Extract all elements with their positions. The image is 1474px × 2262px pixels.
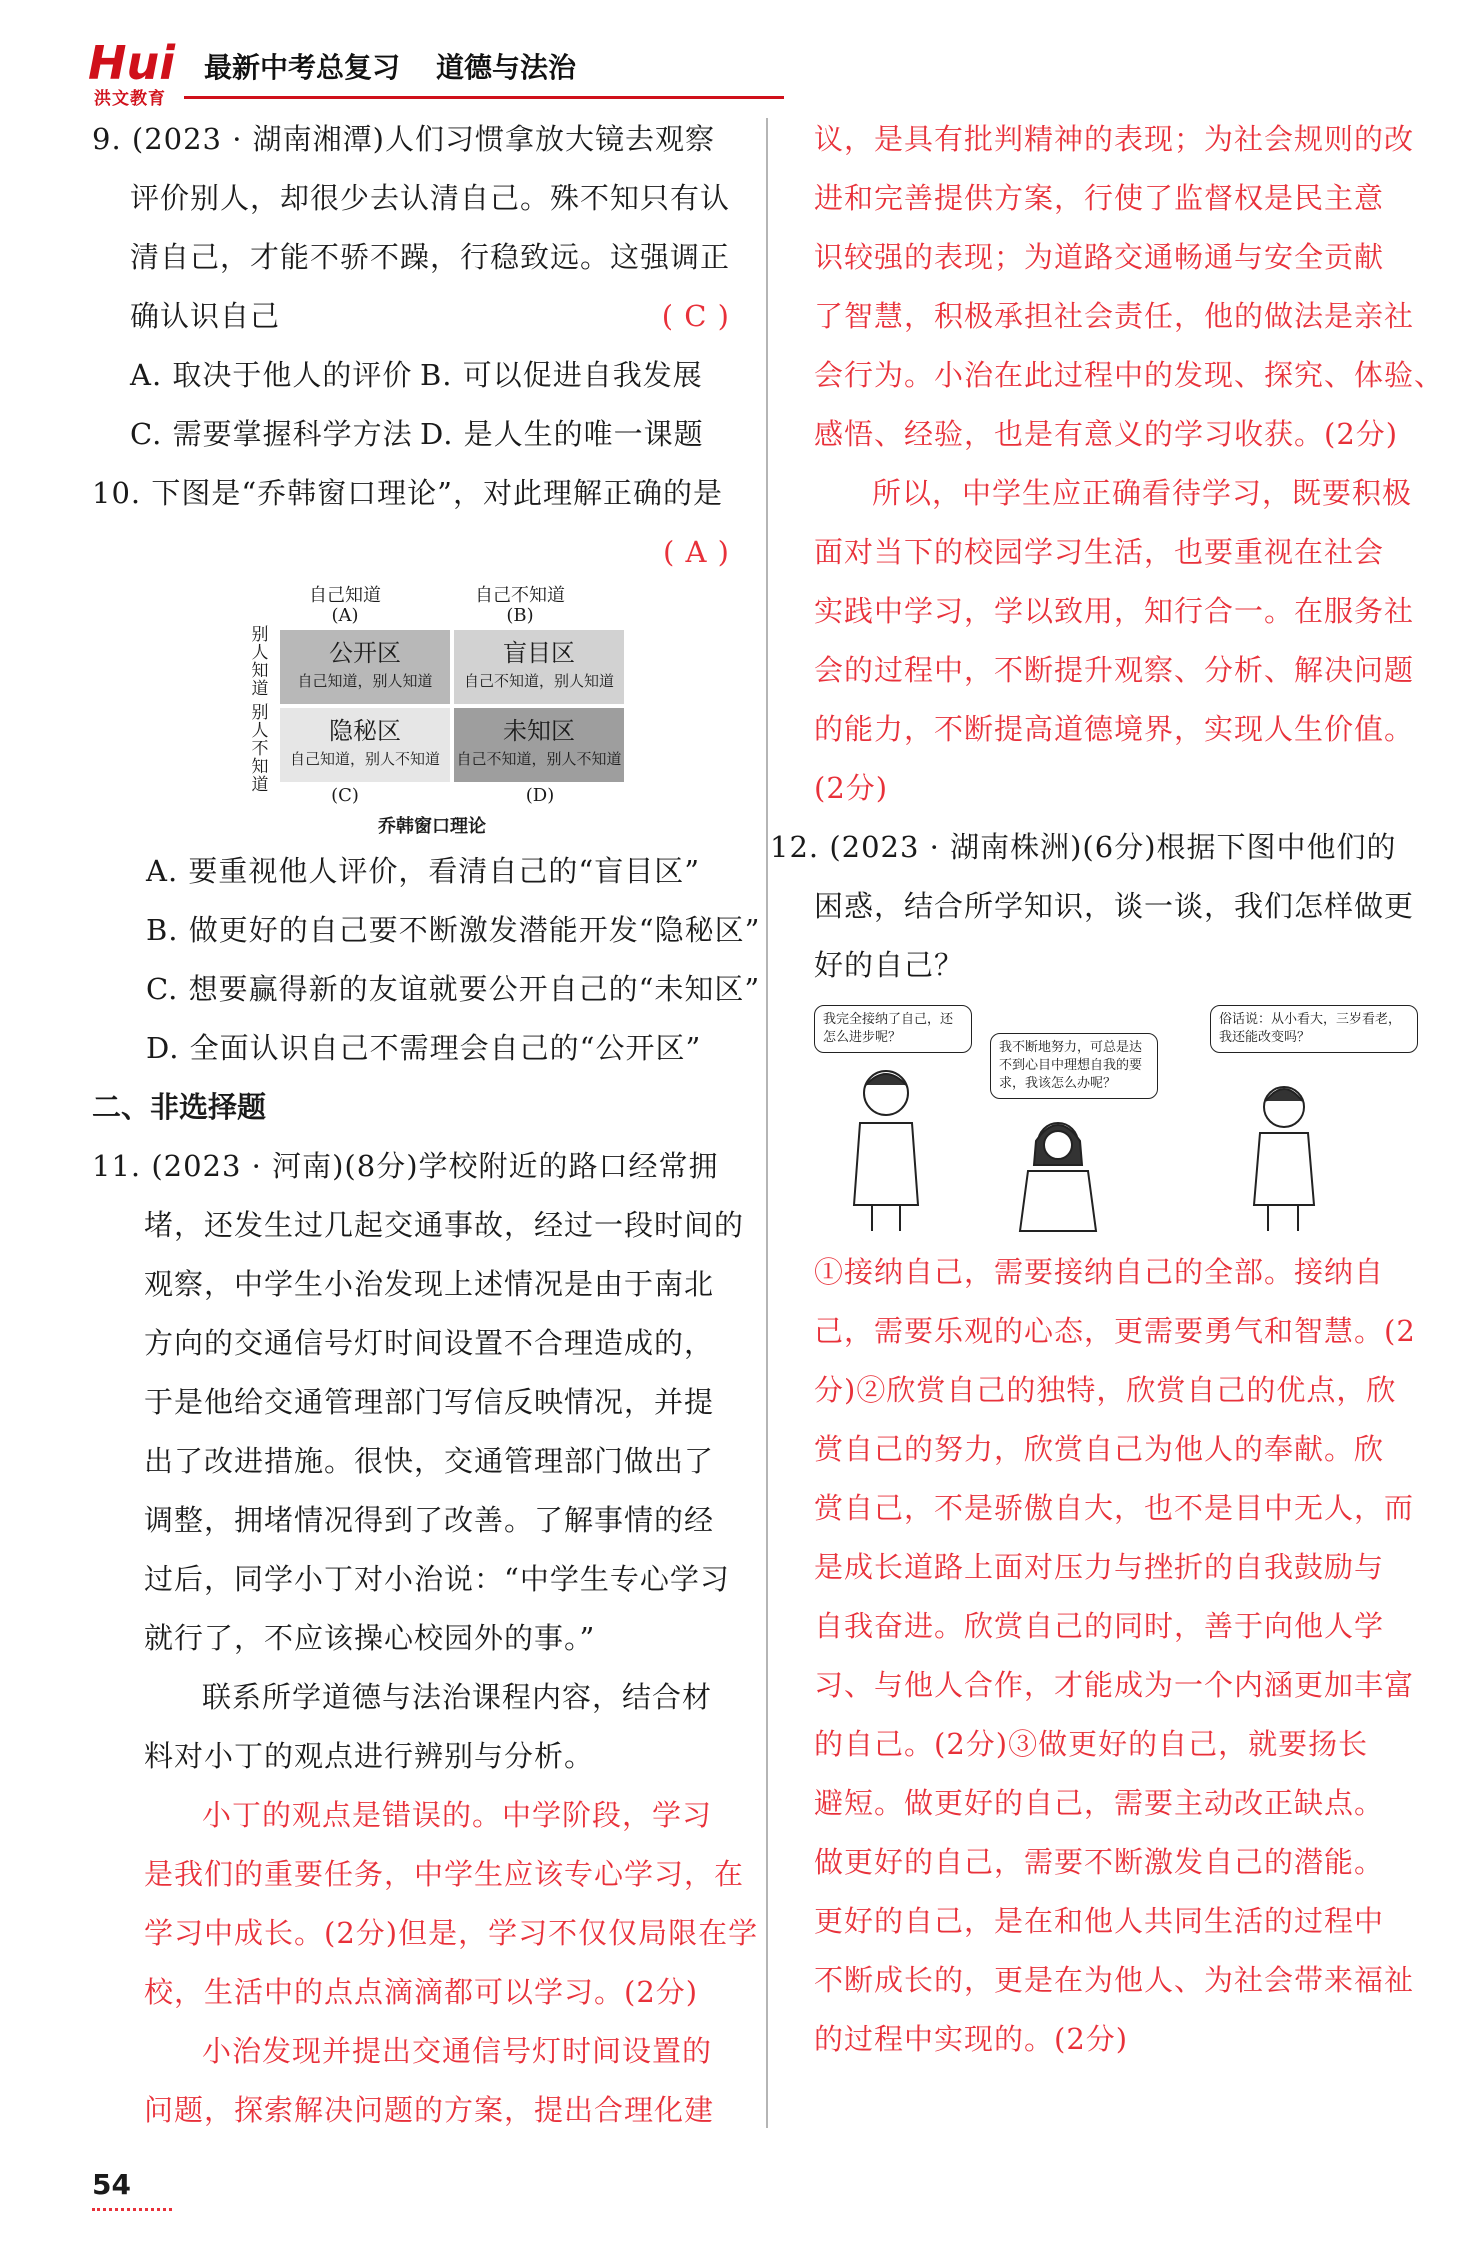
q10-option-d: D. 全面认识自己不需理会自己的“公开区” (146, 1031, 702, 1065)
q12-answer-line: 不断成长的，更是在为他人、为社会带来福祉 (814, 1963, 1415, 1997)
q9-line: 评价别人，却很少去认清自己。殊不知只有认 (130, 181, 731, 215)
q11-answer-line: 感悟、经验，也是有意义的学习收获。(2分) (814, 417, 1399, 451)
q11-answer-line: 面对当下的校园学习生活，也要重视在社会 (814, 535, 1385, 569)
q11-answer-line: 了智慧，积极承担社会责任，他的做法是亲社 (814, 299, 1415, 333)
q11-answer-line: 进和完善提供方案，行使了监督权是民主意 (814, 181, 1385, 215)
question-12 (770, 818, 1416, 2069)
q12-line: 困惑，结合所学知识，谈一谈，我们怎样做更 (814, 889, 1415, 923)
hidden-area: 隐秘区 自己知道，别人不知道 (280, 708, 450, 782)
subject-title: 道德与法治 (436, 51, 577, 84)
q11-line: 于是他给交通管理部门写信反映情况，并提 (144, 1385, 715, 1419)
q12-answer (814, 1243, 1414, 2069)
page-number-underline (92, 2208, 172, 2211)
q11-answer-line: 会的过程中，不断提升观察、分析、解决问题 (814, 653, 1415, 687)
right-column (770, 110, 1445, 2069)
blind-area: 盲目区 自己不知道，别人知道 (454, 630, 624, 704)
q11-line: 方向的交通信号灯时间设置不合理造成的， (144, 1326, 715, 1360)
students-cartoon (814, 1005, 1414, 1235)
q12-answer-line: 做更好的自己，需要不断激发自己的潜能。 (814, 1845, 1385, 1879)
q9-line: 清自己，才能不骄不躁，行稳致远。这强调正 (130, 240, 731, 274)
q11-line: 过后，同学小丁对小治说：“中学生专心学习 (144, 1562, 730, 1596)
q11-answer-line: 会行为。小治在此过程中的发现、探究、体验、 (814, 358, 1445, 392)
q12-answer-line: 己，需要乐观的心态，更需要勇气和智慧。(2 (814, 1314, 1416, 1348)
q11-prompt: 料对小丁的观点进行辨别与分析。 (144, 1739, 595, 1773)
q12-line: 好的自己？ (814, 948, 965, 982)
q11-answer-continued (814, 110, 1445, 818)
q12-answer-line: 赏自己，不是骄傲自大，也不是目中无人，而 (814, 1491, 1415, 1525)
unknown-area: 未知区 自己不知道，别人不知道 (454, 708, 624, 782)
q11-line: 11. (2023 · 河南)(8分)学校附近的路口经常拥 (92, 1149, 719, 1183)
q11-answer-line: 学习中成长。(2分)但是，学习不仅仅局限在学 (144, 1916, 759, 1950)
q9-option-b: B. 可以促进自我发展 (420, 358, 703, 392)
q11-line: 调整，拥堵情况得到了改善。了解事情的经 (144, 1503, 715, 1537)
q12-answer-line: 的自己。(2分)③做更好的自己，就要扬长 (814, 1727, 1369, 1761)
question-10 (92, 464, 761, 1078)
letter-c: (C) (331, 785, 359, 806)
row2-label: 别人不知道 (251, 703, 269, 795)
q10-option-c: C. 想要赢得新的友谊就要公开自己的“未知区” (146, 972, 761, 1006)
q11-answer-line: 校，生活中的点点滴滴都可以学习。(2分) (144, 1975, 699, 2009)
q11-answer-line: (2分) (814, 771, 889, 805)
header-title (204, 46, 612, 86)
q11-answer-line: 实践中学习，学以致用，知行合一。在服务社 (814, 594, 1415, 628)
q9-option-a: A. 取决于他人的评价 (130, 358, 413, 392)
q12-answer-line: 自我奋进。欣赏自己的同时，善于向他人学 (814, 1609, 1385, 1643)
q12-answer-line: 是成长道路上面对压力与挫折的自我鼓励与 (814, 1550, 1385, 1584)
q9-line: 9. (2023 · 湖南湘潭)人们习惯拿放大镜去观察 (92, 122, 715, 156)
q9-answer: ( C ) (661, 299, 730, 333)
q12-answer-line: ①接纳自己，需要接纳自己的全部。接纳自 (814, 1255, 1385, 1289)
left-column (92, 110, 761, 2140)
q11-line: 出了改进措施。很快，交通管理部门做出了 (144, 1444, 715, 1478)
letter-d: (D) (525, 785, 555, 806)
page-number: 54 (92, 2168, 131, 2201)
speech-bubble-2: 我不断地努力，可总是达不到心目中理想自我的要求，我该怎么办呢？ (990, 1033, 1158, 1099)
q12-line: 12. (2023 · 湖南株洲)(6分)根据下图中他们的 (770, 830, 1397, 864)
q9-options-row (92, 405, 742, 464)
q9-options-row (92, 346, 742, 405)
figure-caption: 乔韩窗口理论 (378, 816, 486, 837)
q11-prompt: 联系所学道德与法治课程内容，结合材 (202, 1680, 713, 1714)
row1-label: 别人知道 (251, 625, 269, 699)
q11-answer-line: 的能力，不断提高道德境界，实现人生价值。 (814, 712, 1415, 746)
q11-answer-line: 小治发现并提出交通信号灯时间设置的 (202, 2034, 713, 2068)
q12-answer-line: 赏自己的努力，欣赏自己为他人的奉献。欣 (814, 1432, 1385, 1466)
q12-answer-line: 习、与他人合作，才能成为一个内涵更加丰富 (814, 1668, 1415, 1702)
q9-line: 确认识自己 ( C ) (92, 287, 742, 346)
q11-answer-line: 议，是具有批判精神的表现；为社会规则的改 (814, 122, 1415, 156)
q11-answer-line: 识较强的表现；为道路交通畅通与安全贡献 (814, 240, 1385, 274)
section-heading: 二、非选择题 (92, 1090, 267, 1124)
q11-line: 观察，中学生小治发现上述情况是由于南北 (144, 1267, 715, 1301)
q10-answer-row (92, 523, 742, 582)
question-9 (92, 110, 742, 464)
q11-answer-line: 是我们的重要任务，中学生应该专心学习，在 (144, 1857, 745, 1891)
col-b-label: 自己不知道 (B) (475, 585, 565, 626)
page-header (88, 36, 688, 108)
q12-answer-line: 分)②欣赏自己的独特，欣赏自己的优点，欣 (814, 1373, 1397, 1407)
q12-answer-line: 避短。做更好的自己，需要主动改正缺点。 (814, 1786, 1385, 1820)
cartoon-illustration (814, 1005, 1414, 1235)
q11-answer-line: 小丁的观点是错误的。中学阶段，学习 (202, 1798, 713, 1832)
speech-bubble-1: 我完全接纳了自己，还怎么进步呢？ (814, 1005, 972, 1053)
column-divider (766, 118, 768, 2128)
johari-window-figure (240, 586, 660, 836)
q12-answer-line: 的过程中实现的。(2分) (814, 2022, 1129, 2056)
open-area: 公开区 自己知道，别人知道 (280, 630, 450, 704)
q10-option-a: A. 要重视他人评价，看清自己的“盲目区” (146, 854, 701, 888)
col-a-label: 自己知道 (A) (309, 585, 381, 626)
header-rule (184, 96, 784, 99)
question-11 (92, 1137, 759, 2140)
q11-answer-line: 问题，探索解决问题的方案，提出合理化建 (144, 2093, 715, 2127)
q9-option-d: D. 是人生的唯一课题 (420, 417, 704, 451)
speech-bubble-3: 俗话说：从小看大，三岁看老，我还能改变吗？ (1210, 1005, 1418, 1053)
q10-option-b: B. 做更好的自己要不断激发潜能开发“隐秘区” (146, 913, 761, 947)
q9-option-c: C. 需要掌握科学方法 (130, 417, 413, 451)
q10-answer: ( A ) (662, 535, 730, 569)
q12-answer-line: 更好的自己，是在和他人共同生活的过程中 (814, 1904, 1385, 1938)
q11-line: 堵，还发生过几起交通事故，经过一段时间的 (144, 1208, 745, 1242)
book-title: 最新中考总复习 (204, 51, 401, 84)
publisher-logo: Hui 洪文教育 (88, 36, 176, 109)
q11-line: 就行了，不应该操心校园外的事。” (144, 1621, 596, 1655)
q11-answer-line: 所以，中学生应正确看待学习，既要积极 (872, 476, 1413, 510)
q10-stem: 10. 下图是“乔韩窗口理论”，对此理解正确的是 (92, 476, 723, 510)
